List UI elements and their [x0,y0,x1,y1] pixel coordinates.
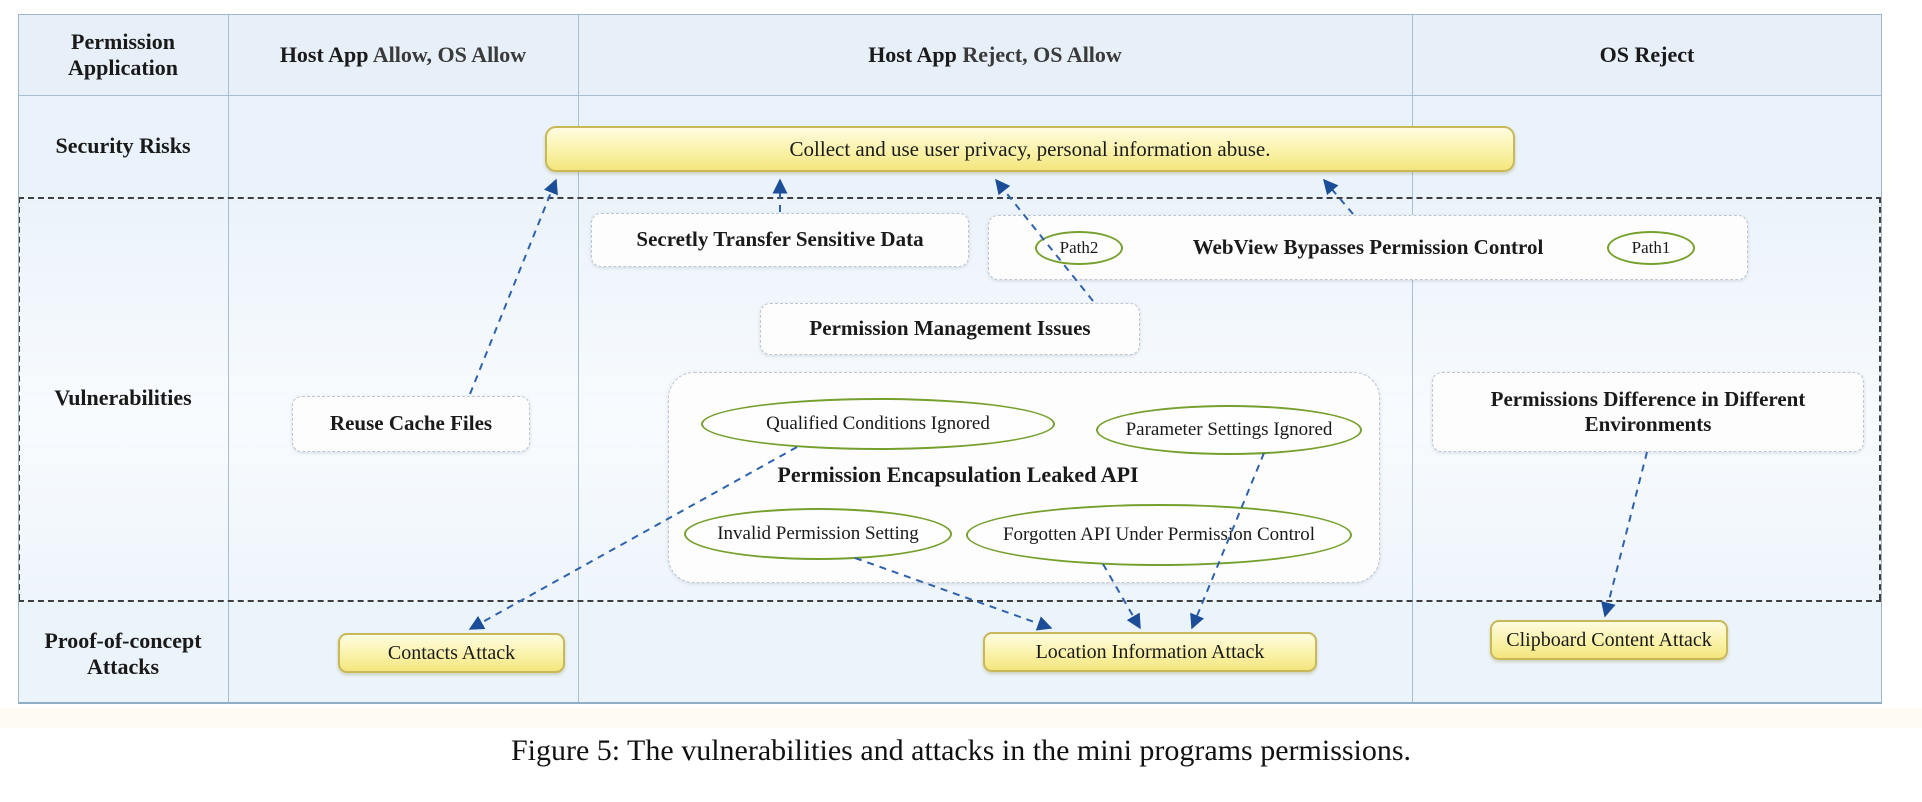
row-label-vulnerabilities: Vulnerabilities [54,385,192,411]
column3-header-label: OS Reject [1599,41,1695,67]
page-background-strip [0,708,1922,728]
security-risk-box [545,126,1515,172]
vuln-permissions-difference-box: Permissions Difference in Different Environments [1432,372,1864,452]
security-risk-text: Collect and use user privacy, personal information abuse. [789,136,1271,161]
column-header-os-reject [1422,18,1872,91]
contacts-attack-box: Contacts Attack [338,633,565,673]
column2-header-label: Host App Reject, OS Allow [868,41,1122,67]
column1-header-label: Host App Allow, OS Allow [279,41,527,67]
path2-ellipse: Path2 [1035,231,1123,265]
row-label-poc-attacks: Proof-of-concept Attacks [44,628,202,679]
row-label-security-risks: Security Risks [55,133,191,159]
vuln-reuse-cache-box: Reuse Cache Files [292,396,530,452]
forgotten-api-ellipse: Forgotten API Under Permission Control [966,504,1352,566]
vuln-webview-bypass-box [988,215,1748,280]
encapsulation-title: Permission Encapsulation Leaked API [777,462,1139,487]
column-header-host-reject-os-allow [588,18,1402,91]
qualified-conditions-ellipse: Qualified Conditions Ignored [701,398,1055,450]
parameter-settings-ellipse: Parameter Settings Ignored [1096,405,1362,455]
corner-header-label: Permission Application [67,28,179,80]
column-header-host-allow-os-allow [238,18,568,91]
corner-header-permission-application [28,18,218,91]
clipboard-attack-box: Clipboard Content Attack [1490,620,1728,660]
permissions-table-frame [18,14,1882,704]
vuln-secretly-transfer-box: Secretly Transfer Sensitive Data [591,213,969,267]
figure-caption: Figure 5: The vulnerabilities and attacks in the mini programs permissions. [510,734,1412,767]
invalid-permission-ellipse: Invalid Permission Setting [684,508,952,560]
webview-bypass-text: WebView Bypasses Permission Control [1192,234,1544,259]
vuln-permission-management-box: Permission Management Issues [760,303,1140,355]
location-attack-box: Location Information Attack [983,632,1317,672]
path1-ellipse: Path1 [1607,231,1695,265]
